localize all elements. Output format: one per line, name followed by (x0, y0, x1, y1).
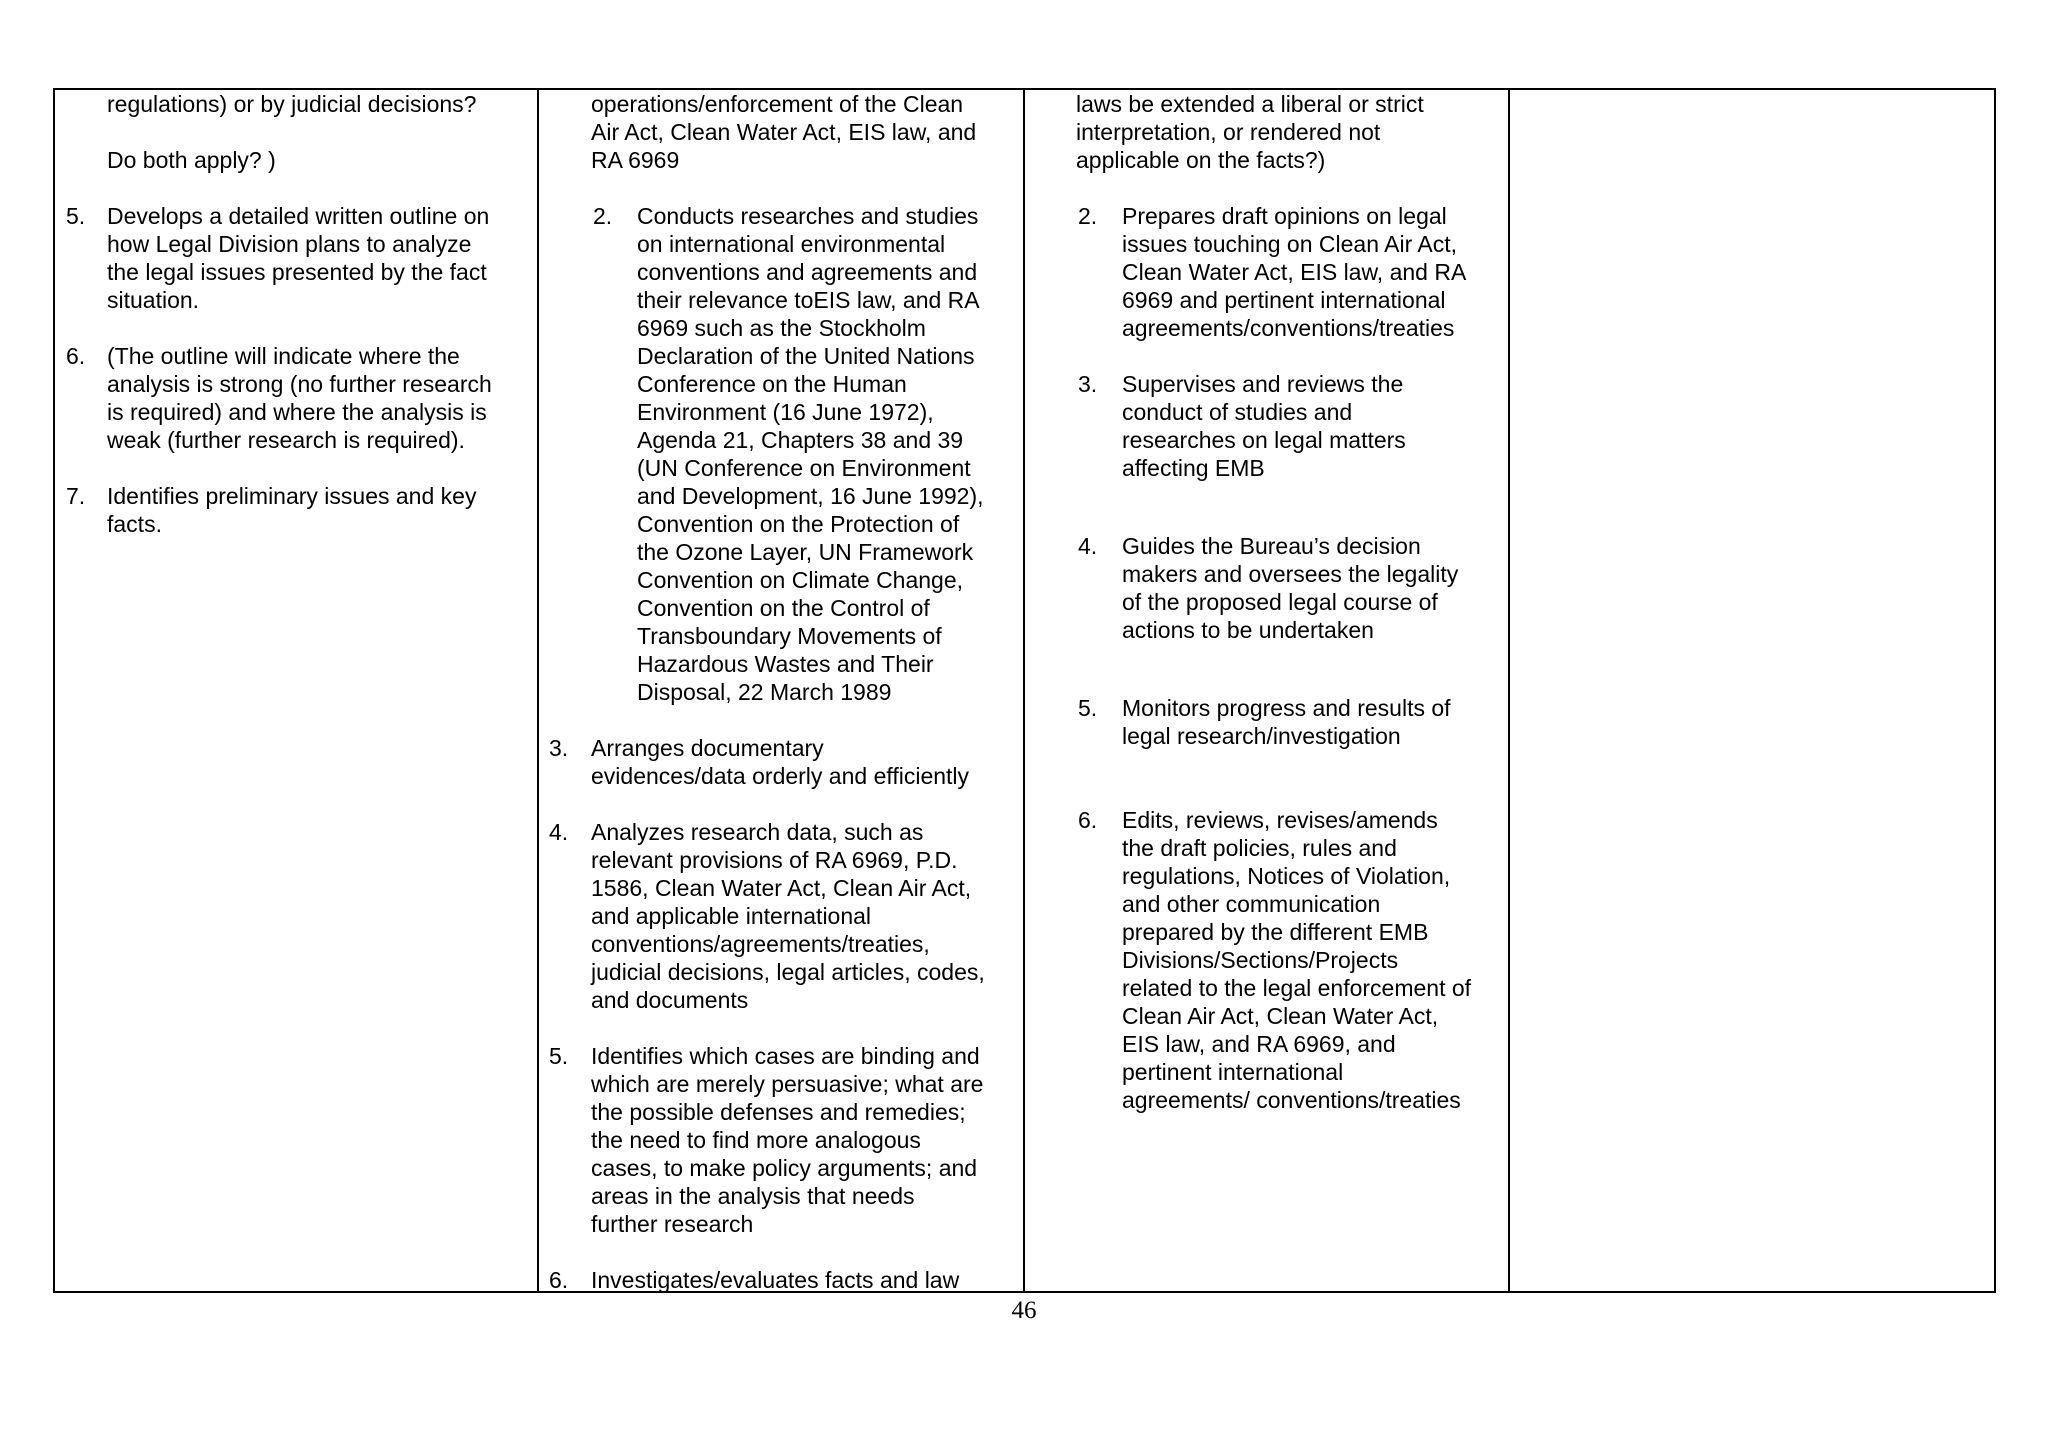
item-line: the possible defenses and remedies; (591, 1099, 966, 1125)
item-line: Identifies preliminary issues and key (107, 483, 477, 509)
item-line: (UN Conference on Environment (637, 455, 971, 481)
column-divider-3 (1508, 90, 1510, 1291)
item-line: Convention on Climate Change, (637, 567, 964, 593)
item-line: researches on legal matters (1122, 427, 1406, 453)
col2-cont-line: RA 6969 (591, 147, 680, 173)
item-line: (The outline will indicate where the (107, 343, 460, 369)
item-line: Divisions/Sections/Projects (1122, 947, 1399, 973)
item-line: and applicable international (591, 903, 872, 929)
item-number: 3. (1078, 371, 1098, 397)
item-line: affecting EMB (1122, 455, 1265, 481)
item-line: Disposal, 22 March 1989 (637, 679, 892, 705)
item-number: 4. (1078, 533, 1098, 559)
item-line: Clean Water Act, EIS law, and RA (1122, 259, 1467, 285)
item-line: issues touching on Clean Air Act, (1122, 231, 1457, 257)
item-line: evidences/data orderly and efficiently (591, 763, 970, 789)
item-number: 7. (66, 483, 86, 509)
column-divider-2 (1023, 90, 1025, 1291)
item-line: their relevance toEIS law, and RA (637, 287, 980, 313)
item-number: 6. (66, 343, 86, 369)
item-line: Develops a detailed written outline on (107, 203, 490, 229)
item-line: conventions/agreements/treaties, (591, 931, 930, 957)
col2-cont-line: operations/enforcement of the Clean (591, 91, 964, 117)
item-number: 6. (549, 1267, 569, 1293)
page-number: 46 (1011, 1297, 1037, 1324)
column-divider-1 (537, 90, 539, 1291)
item-line: facts. (107, 511, 162, 537)
item-line: further research (591, 1211, 754, 1237)
item-line: weak (further research is required). (107, 427, 465, 453)
item-line: Conference on the Human (637, 371, 907, 397)
item-line: Edits, reviews, revises/amends (1122, 807, 1438, 833)
item-line: actions to be undertaken (1122, 617, 1374, 643)
item-number: 5. (1078, 695, 1098, 721)
item-line: Supervises and reviews the (1122, 371, 1404, 397)
item-line: analysis is strong (no further research (107, 371, 492, 397)
item-line: Monitors progress and results of (1122, 695, 1451, 721)
item-number: 5. (66, 203, 86, 229)
item-line: Convention on the Protection of (637, 511, 960, 537)
item-line: prepared by the different EMB (1122, 919, 1429, 945)
col1-cont-line: Do both apply? ) (107, 147, 276, 173)
item-line: how Legal Division plans to analyze (107, 231, 472, 257)
item-line: Transboundary Movements of (637, 623, 942, 649)
item-line: Guides the Bureau’s decision (1122, 533, 1421, 559)
item-line: Investigates/evaluates facts and law (591, 1267, 960, 1293)
col3-cont-line: laws be extended a liberal or strict (1076, 91, 1424, 117)
item-line: 6969 and pertinent international (1122, 287, 1446, 313)
item-line: regulations, Notices of Violation, (1122, 863, 1451, 889)
item-line: the legal issues presented by the fact (107, 259, 487, 285)
item-line: legal research/investigation (1122, 723, 1401, 749)
item-line: is required) and where the analysis is (107, 399, 487, 425)
col3-cont-line: applicable on the facts?) (1076, 147, 1326, 173)
item-line: Identifies which cases are binding and (591, 1043, 980, 1069)
item-number: 5. (549, 1043, 569, 1069)
item-number: 2. (593, 203, 613, 229)
item-line: conventions and agreements and (637, 259, 978, 285)
col2-cont-line: Air Act, Clean Water Act, EIS law, and (591, 119, 977, 145)
item-line: cases, to make policy arguments; and (591, 1155, 978, 1181)
item-number: 6. (1078, 807, 1098, 833)
item-line: agreements/conventions/treaties (1122, 315, 1455, 341)
item-line: 6969 such as the Stockholm (637, 315, 926, 341)
item-line: Agenda 21, Chapters 38 and 39 (637, 427, 964, 453)
item-line: agreements/ conventions/treaties (1122, 1087, 1461, 1113)
item-line: Hazardous Wastes and Their (637, 651, 934, 677)
item-line: Declaration of the United Nations (637, 343, 975, 369)
item-line: situation. (107, 287, 200, 313)
item-line: related to the legal enforcement of (1122, 975, 1472, 1001)
item-line: which are merely persuasive; what are (591, 1071, 984, 1097)
item-line: the need to find more analogous (591, 1127, 921, 1153)
item-line: conduct of studies and (1122, 399, 1353, 425)
item-line: Arranges documentary (591, 735, 824, 761)
col3-cont-line: interpretation, or rendered not (1076, 119, 1381, 145)
item-line: on international environmental (637, 231, 946, 257)
item-line: Analyzes research data, such as (591, 819, 924, 845)
item-number: 3. (549, 735, 569, 761)
item-line: areas in the analysis that needs (591, 1183, 915, 1209)
item-line: judicial decisions, legal articles, codes, (591, 959, 985, 985)
item-number: 4. (549, 819, 569, 845)
item-line: the draft policies, rules and (1122, 835, 1397, 861)
col1-cont-line: regulations) or by judicial decisions? (107, 91, 477, 117)
item-line: and other communication (1122, 891, 1381, 917)
item-line: Environment (16 June 1972), (637, 399, 934, 425)
item-line: and documents (591, 987, 749, 1013)
item-line: relevant provisions of RA 6969, P.D. (591, 847, 958, 873)
item-line: of the proposed legal course of (1122, 589, 1438, 615)
item-line: the Ozone Layer, UN Framework (637, 539, 974, 565)
item-line: Prepares draft opinions on legal (1122, 203, 1447, 229)
item-line: Convention on the Control of (637, 595, 930, 621)
item-line: and Development, 16 June 1992), (637, 483, 984, 509)
item-line: Clean Air Act, Clean Water Act, (1122, 1003, 1439, 1029)
item-number: 2. (1078, 203, 1098, 229)
item-line: Conducts researches and studies (637, 203, 979, 229)
item-line: makers and oversees the legality (1122, 561, 1459, 587)
item-line: EIS law, and RA 6969, and (1122, 1031, 1396, 1057)
item-line: pertinent international (1122, 1059, 1344, 1085)
item-line: 1586, Clean Water Act, Clean Air Act, (591, 875, 972, 901)
